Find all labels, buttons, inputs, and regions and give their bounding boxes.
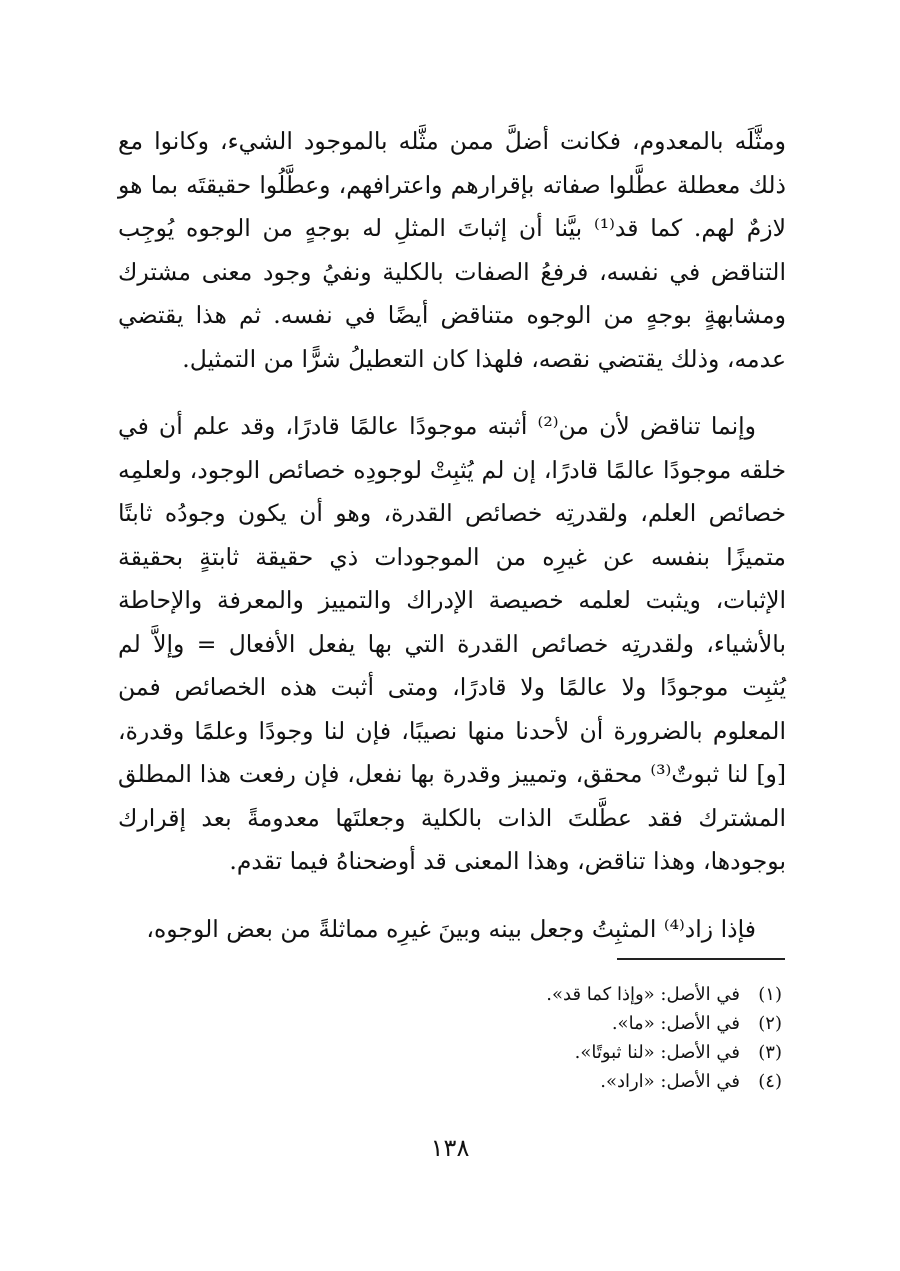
footnote-item [382, 1038, 782, 1067]
paragraph-3: فإذا زاد⁽⁴⁾ المثبِتُ وجعل بينه وبينَ غيرِه مماثلةً من بعض الوجوه، [146, 914, 756, 943]
footnote-number: (١) [758, 984, 782, 1005]
main-text [118, 120, 786, 951]
paragraph-2: وإنما تناقض لأن من⁽²⁾ أثبته موجودًا عالمًا قادرًا، وقد علم أن في خلقه موجودًا عالمًا قادرًا، إن لم يُثبِتْ لوجودِه خصائص الوجود، ولعلمِه خصائص العلم، ولقدرتِه خصائص القدرة، وهو أن يكون وجودُه ثابتًا متميزًا بنفسه عن غيرِه من الموجودات ذي حقيقة ثابتةٍ بحقيقة الإثبات، ويثبت لعلمه خصيصة الإدراك والتمييز والمعرفة والإحاطة بالأشياء، ولقدرتِه خصائص القدرة التي بها يفعل الأفعال = وإلاَّ لم يُثبِت موجودًا ولا عالمًا ولا قادرًا، ومتى أثبت هذه الخصائص فمن المعلوم بالضرورة أن لأحدنا منها نصيبًا، فإن لنا وجودًا وعلمًا وقدرة، [و] لنا ثبوتٌ⁽³⁾ محقق، وتمييز وقدرة بها نفعل، فإن رفعت هذا المطلق المشترك فقد عطَّلتَ الذات بالكلية وجعلتَها معدومةً بعد إقرارك بوجودها، وهذا تناقض، وهذا المعنى قد أوضحناهُ فيما تقدم. [118, 412, 787, 875]
footnote-text: في الأصل: «ما». [611, 1013, 740, 1034]
footnote-item [382, 1009, 782, 1038]
footnote-separator [617, 958, 785, 960]
paragraph-1: ومثَّلَه بالمعدوم، فكانت أضلَّ ممن مثَّله بالموجود الشيء، وكانوا مع ذلك معطلة عطَّلوا صفاته بإقرارهم واعترافهم، وعطَّلُوا حقيقتَه بما هو لازمٌ لهم. كما قد⁽¹⁾ بيَّنا أن إثباتَ المثلِ له بوجهٍ من الوجوه يُوجِب التناقض في نفسه، فرفعُ الصفات بالكلية ونفيُ وجود معنى مشترك ومشابهةٍ بوجهٍ من الوجوه متناقض أيضًا في نفسه. ثم هذا يقتضي عدمه، وذلك يقتضي نقصه، فلهذا كان التعطيلُ شرًّا من التمثيل. [118, 127, 786, 373]
footnote-item [382, 1067, 782, 1096]
footnote-text: في الأصل: «اراد». [600, 1071, 740, 1092]
footnote-item [382, 980, 782, 1009]
footnote-number: (٢) [758, 1013, 782, 1034]
footnote-text: في الأصل: «وإذا كما قد». [546, 984, 740, 1005]
footnote-number: (٤) [758, 1071, 782, 1092]
page-number: ١٣٨ [430, 1134, 470, 1162]
footnote-text: في الأصل: «لنا ثبوتًا». [574, 1042, 740, 1063]
footnote-number: (٣) [758, 1042, 782, 1063]
footnotes [382, 980, 782, 1096]
